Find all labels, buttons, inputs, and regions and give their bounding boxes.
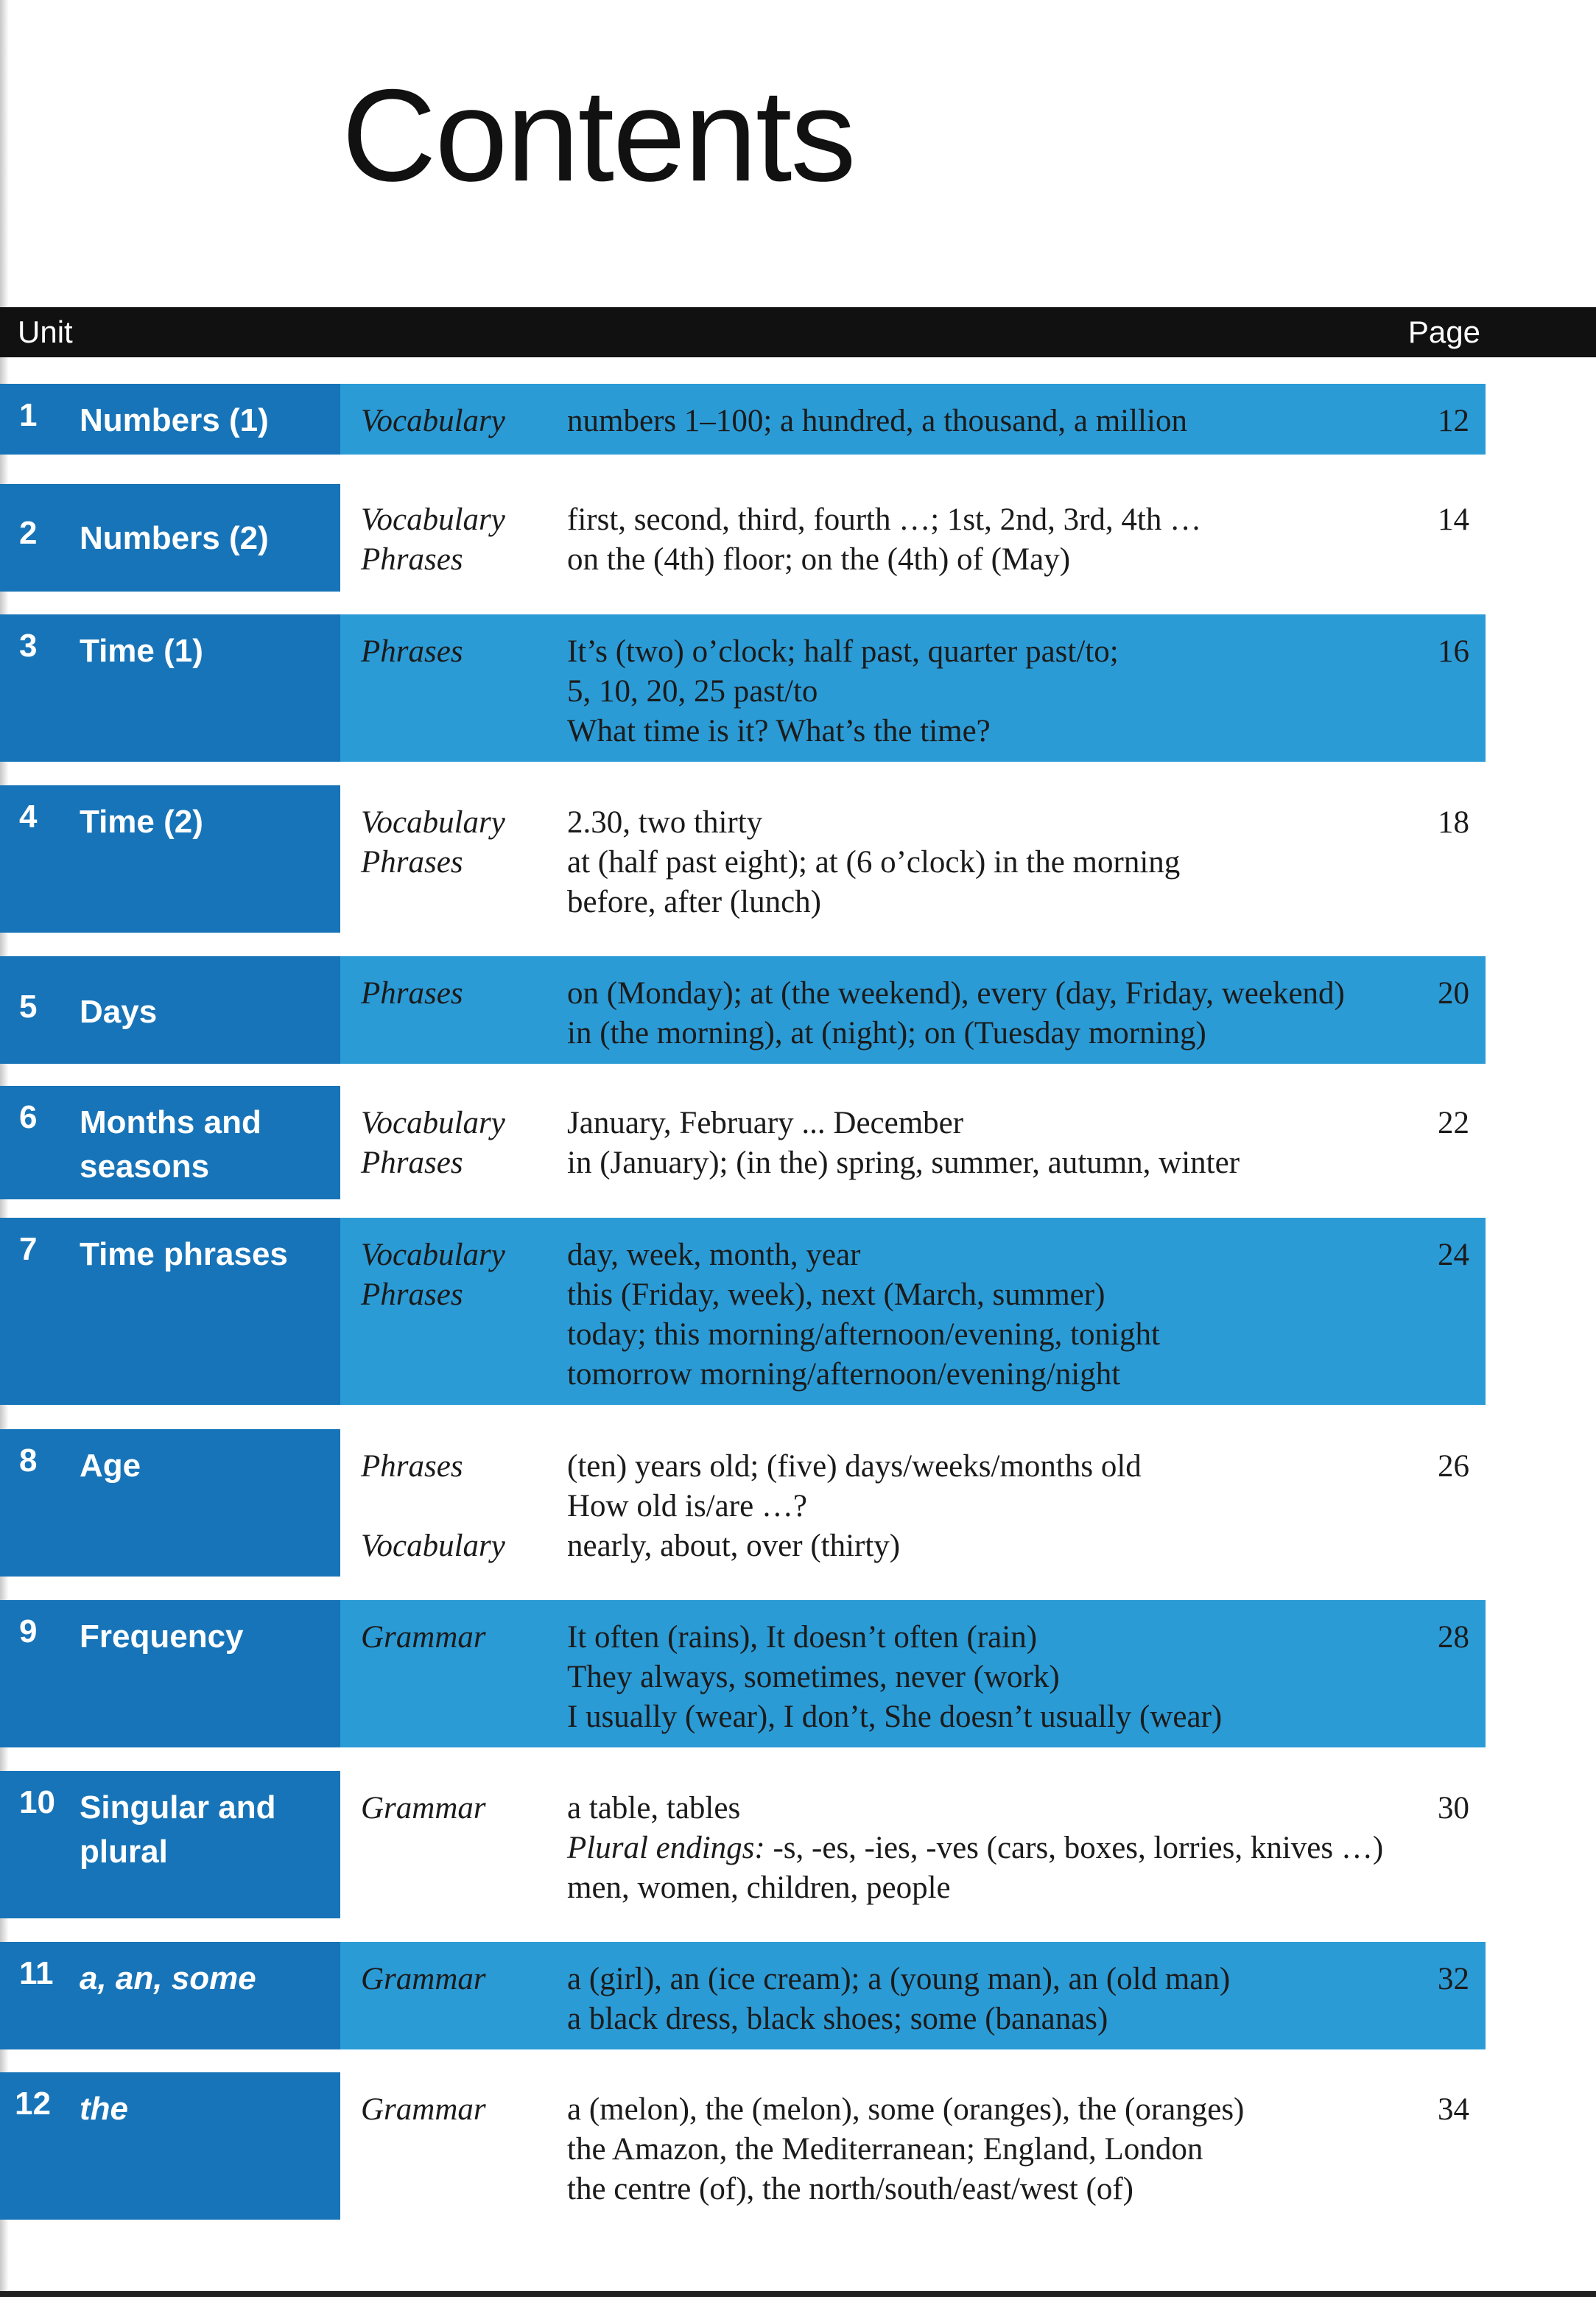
item-line: January, February ... December [567, 1106, 964, 1140]
page-number: 22 [1438, 1106, 1469, 1140]
unit-items [567, 974, 1345, 1053]
category-label: Phrases [361, 1449, 463, 1484]
category-label: Grammar [361, 2092, 486, 2127]
category-label: Grammar [361, 1962, 486, 1996]
category-label: Phrases [361, 542, 463, 577]
unit-name: a, an, some [80, 1960, 256, 1996]
unit-number: 8 [19, 1442, 38, 1479]
item-line: nearly, about, over (thirty) [567, 1529, 901, 1563]
table-header [0, 307, 1596, 357]
unit-number: 9 [19, 1613, 38, 1649]
item-line: men, women, children, people [567, 1870, 951, 1905]
contents-row-unit-10 [0, 1771, 1486, 1918]
item-line: the centre (of), the north/south/east/west (of) [567, 2172, 1133, 2206]
unit-number: 11 [19, 1955, 54, 1991]
item-line: How old is/are …? [567, 1489, 808, 1523]
page-bottom-edge [0, 2291, 1596, 2297]
unit-name: Time (1) [80, 633, 203, 669]
item-line: tomorrow morning/afternoon/evening/night [567, 1357, 1121, 1392]
unit-categories [361, 1104, 505, 1183]
unit-name: Numbers (2) [80, 520, 269, 556]
item-prefix: Plural endings: [567, 1831, 765, 1865]
item-line: They always, sometimes, never (work) [567, 1660, 1060, 1694]
unit-categories [361, 632, 463, 672]
unit-number: 7 [19, 1231, 38, 1267]
item-line: at (half past eight); at (6 o’clock) in the morning [567, 845, 1181, 880]
unit-label [0, 384, 340, 455]
unit-name [80, 1786, 330, 1874]
page-column-header: Page [1407, 315, 1480, 349]
item-line: 2.30, two thirty [567, 805, 763, 840]
unit-name: Time (2) [80, 804, 203, 840]
unit-number: 4 [19, 799, 38, 835]
page-number: 34 [1438, 2092, 1469, 2127]
unit-categories [361, 1960, 486, 1999]
contents-row-unit-1 [0, 384, 1486, 455]
unit-items [567, 1235, 1160, 1395]
unit-name: Time phrases [80, 1236, 288, 1272]
unit-number: 6 [19, 1099, 38, 1135]
page-number: 20 [1438, 976, 1469, 1011]
item-line: numbers 1–100; a hundred, a thousand, a million [567, 404, 1187, 438]
unit-categories [361, 401, 505, 441]
category-label: Vocabulary [361, 805, 505, 840]
unit-items [567, 1104, 1240, 1183]
category-label: Phrases [361, 634, 463, 669]
category-label: Grammar [361, 1791, 486, 1826]
unit-items [567, 632, 1119, 751]
item-line: a (girl), an (ice cream); a (young man), an (old man) [567, 1962, 1231, 1996]
unit-label [0, 1086, 340, 1199]
unit-name-line: plural [80, 1834, 168, 1870]
item-line: a black dress, black shoes; some (bananas) [567, 2002, 1108, 2036]
contents-row-unit-4 [0, 785, 1486, 933]
unit-items [567, 500, 1201, 580]
contents-row-unit-8 [0, 1429, 1486, 1577]
unit-name [80, 1101, 330, 1189]
item-line: before, after (lunch) [567, 885, 821, 919]
unit-name: Age [80, 1448, 141, 1484]
unit-label [0, 484, 340, 592]
page-number: 24 [1438, 1238, 1469, 1272]
page-number: 14 [1438, 502, 1469, 537]
page-title: Contents [342, 62, 855, 208]
unit-column-header: Unit [18, 315, 73, 349]
category-label: Phrases [361, 845, 463, 880]
category-label: Phrases [361, 976, 463, 1011]
unit-categories [361, 1447, 505, 1566]
unit-categories [361, 1618, 486, 1658]
unit-name: Days [80, 994, 158, 1030]
unit-items [567, 2090, 1244, 2209]
page-number: 30 [1438, 1791, 1469, 1826]
contents-row-unit-7 [0, 1218, 1486, 1405]
unit-categories [361, 2090, 486, 2130]
item-line: (ten) years old; (five) days/weeks/months old [567, 1449, 1142, 1484]
page-number: 26 [1438, 1449, 1469, 1484]
unit-number: 3 [19, 628, 38, 664]
unit-name: Frequency [80, 1619, 244, 1655]
category-spacer [361, 1487, 505, 1526]
unit-number: 2 [19, 515, 38, 551]
category-label: Vocabulary [361, 1106, 505, 1140]
item-line: I usually (wear), I don’t, She doesn’t usually (wear) [567, 1700, 1223, 1734]
contents-row-unit-2 [0, 484, 1486, 592]
category-label: Phrases [361, 1277, 463, 1312]
unit-name-line: seasons [80, 1148, 210, 1185]
item-line: the Amazon, the Mediterranean; England, London [567, 2132, 1203, 2167]
unit-label [0, 1942, 340, 2049]
item-line [567, 1828, 1383, 1868]
page-number: 12 [1438, 404, 1469, 438]
unit-label [0, 1429, 340, 1577]
unit-label [0, 956, 340, 1064]
unit-categories [361, 803, 505, 883]
unit-label [0, 2072, 340, 2220]
item-line: on the (4th) floor; on the (4th) of (May) [567, 542, 1071, 577]
item-line: a (melon), the (melon), some (oranges), the (oranges) [567, 2092, 1245, 2127]
unit-categories [361, 974, 463, 1014]
category-label: Vocabulary [361, 502, 505, 537]
item-line: first, second, third, fourth …; 1st, 2nd, 3rd, 4th … [567, 502, 1202, 537]
page-number: 18 [1438, 805, 1469, 840]
page-number: 28 [1438, 1620, 1469, 1655]
item-line: today; this morning/afternoon/evening, tonight [567, 1317, 1160, 1352]
unit-label [0, 1771, 340, 1918]
item-line: day, week, month, year [567, 1238, 861, 1272]
contents-row-unit-5 [0, 956, 1486, 1064]
contents-row-unit-12 [0, 2072, 1486, 2220]
category-label: Grammar [361, 1620, 486, 1655]
unit-items [567, 401, 1187, 441]
unit-label [0, 1218, 340, 1405]
item-line: on (Monday); at (the weekend), every (day, Friday, weekend) [567, 976, 1345, 1011]
unit-items [567, 1789, 1383, 1908]
unit-categories [361, 1235, 505, 1315]
item-line: in (the morning), at (night); on (Tuesday morning) [567, 1016, 1206, 1051]
category-label: Phrases [361, 1146, 463, 1180]
unit-number: 5 [19, 989, 38, 1025]
item-line: 5, 10, 20, 25 past/to [567, 674, 818, 709]
page-number: 16 [1438, 634, 1469, 669]
category-label: Vocabulary [361, 1529, 505, 1563]
contents-row-unit-3 [0, 614, 1486, 762]
unit-categories [361, 1789, 486, 1828]
item-line: It often (rains), It doesn’t often (rain) [567, 1620, 1038, 1655]
contents-row-unit-6 [0, 1086, 1486, 1199]
category-label: Vocabulary [361, 1238, 505, 1272]
unit-number: 1 [19, 397, 38, 433]
unit-number: 10 [19, 1784, 55, 1820]
unit-name: the [80, 2091, 128, 2127]
unit-number: 12 [15, 2086, 51, 2122]
contents-row-unit-11 [0, 1942, 1486, 2049]
category-label: Vocabulary [361, 404, 505, 438]
item-line: a table, tables [567, 1791, 741, 1826]
unit-name-line: Singular and [80, 1789, 276, 1826]
unit-items [567, 1618, 1222, 1737]
unit-items [567, 803, 1180, 922]
unit-label [0, 1600, 340, 1747]
item-line: in (January); (in the) spring, summer, autumn, winter [567, 1146, 1240, 1180]
unit-items [567, 1447, 1142, 1566]
page-number: 32 [1438, 1962, 1469, 1996]
unit-name-line: Months and [80, 1104, 261, 1140]
contents-row-unit-9 [0, 1600, 1486, 1747]
unit-items [567, 1960, 1230, 2039]
unit-label [0, 785, 340, 933]
unit-name: Numbers (1) [80, 402, 269, 438]
unit-label [0, 614, 340, 762]
item-line: this (Friday, week), next (March, summer) [567, 1277, 1105, 1312]
item-line: It’s (two) o’clock; half past, quarter past/to; [567, 634, 1119, 669]
item-text: -s, -es, -ies, -ves (cars, boxes, lorries, knives …) [773, 1831, 1384, 1865]
item-line: What time is it? What’s the time? [567, 714, 991, 748]
unit-categories [361, 500, 505, 580]
